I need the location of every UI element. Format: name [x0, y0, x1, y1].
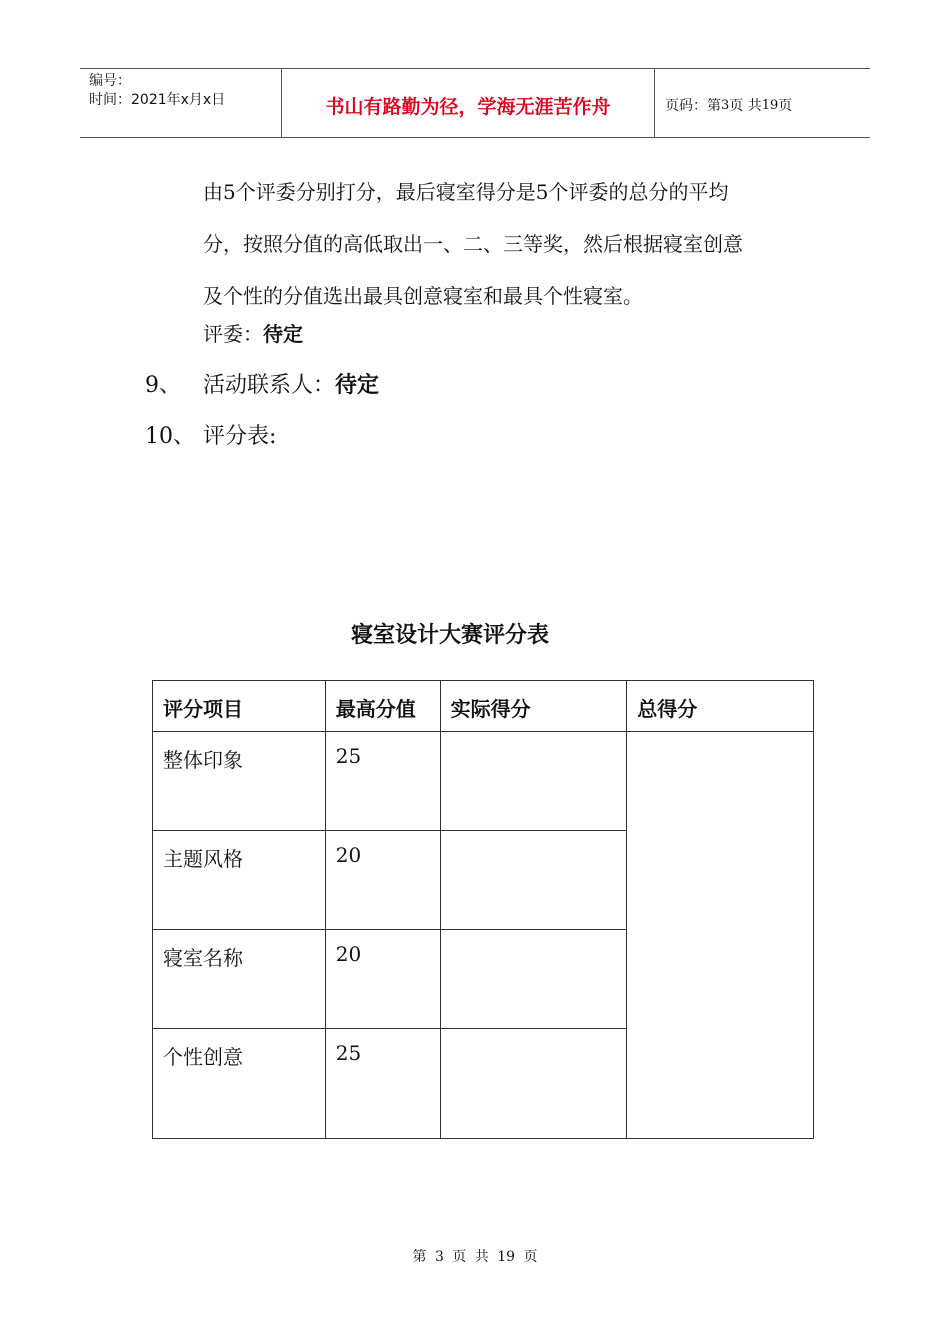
- header-item: 评分项目: [153, 681, 326, 732]
- header-meta: [80, 69, 281, 137]
- item-9-contact: [203, 368, 379, 399]
- row-max: 20: [325, 930, 440, 1029]
- page-mid: 页 共: [729, 98, 762, 114]
- header-total-score: 总得分: [627, 681, 814, 732]
- document-date: 时间：2021年x月x日: [89, 92, 226, 108]
- page-footer: 第 3 页 共 19 页: [412, 1249, 538, 1265]
- header-page-info: [655, 69, 870, 137]
- row-item: 个性创意: [153, 1029, 326, 1139]
- paragraph-line: 分，按照分值的高低取出一、二、三等奖，然后根据寝室创意: [203, 232, 743, 256]
- contact-value: 待定: [335, 372, 380, 398]
- row-actual[interactable]: [440, 732, 627, 831]
- row-max: 20: [325, 831, 440, 930]
- row-max: 25: [325, 1029, 440, 1139]
- item-9-number: 9、: [145, 373, 181, 398]
- row-actual[interactable]: [440, 831, 627, 930]
- header-actual-score: 实际得分: [440, 681, 627, 732]
- header-motto: 书山有路勤为径，学海无涯苦作舟: [281, 69, 655, 137]
- row-actual[interactable]: [440, 930, 627, 1029]
- row-item: 整体印象: [153, 732, 326, 831]
- contact-label: 活动联系人：: [203, 373, 336, 398]
- page-suffix: 页: [778, 98, 793, 114]
- table-row: [153, 732, 814, 831]
- judges-line: [203, 318, 303, 347]
- judges-value: 待定: [263, 322, 303, 346]
- row-actual[interactable]: [440, 1029, 627, 1139]
- paragraph-line: 由5个评委分别打分，最后寝室得分是5个评委的总分的平均: [203, 180, 729, 204]
- row-item: 主题风格: [153, 831, 326, 930]
- row-item: 寝室名称: [153, 930, 326, 1029]
- page-header: [80, 68, 870, 138]
- row-max: 25: [325, 732, 440, 831]
- paragraph-line: 及个性的分值选出最具创意寝室和最具个性寝室。: [203, 284, 643, 308]
- table-header-row: [153, 681, 814, 732]
- page-total: 19: [761, 97, 779, 113]
- item-10-score-sheet: 评分表:: [203, 424, 277, 449]
- score-table-title: 寝室设计大赛评分表: [350, 623, 549, 648]
- score-table: [152, 680, 814, 1139]
- item-10-number: 10、: [145, 424, 195, 449]
- scoring-description: [203, 166, 823, 322]
- judges-label: 评委：: [203, 322, 263, 346]
- total-score-cell[interactable]: [627, 732, 814, 1139]
- header-max-score: 最高分值: [325, 681, 440, 732]
- document-number-label: 编号：: [89, 73, 131, 89]
- page-current: 3: [721, 97, 730, 113]
- page-prefix: 页码：第: [665, 98, 721, 114]
